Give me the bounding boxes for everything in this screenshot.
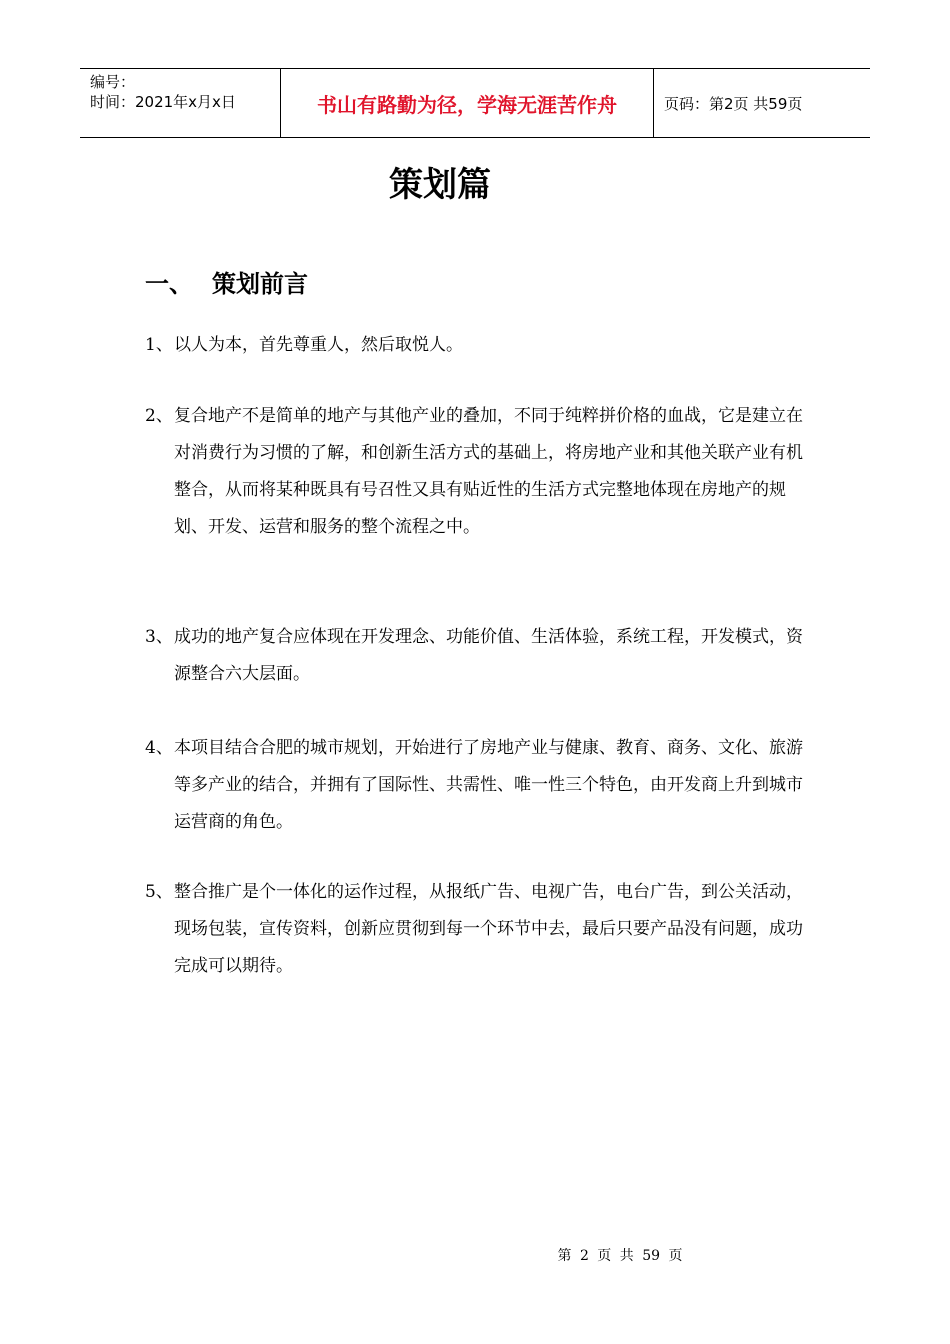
page-header	[80, 68, 870, 138]
list-item	[145, 619, 815, 693]
page-footer: 第 2 页 共 59 页	[557, 1248, 683, 1264]
list-item-text: 以人为本，首先尊重人，然后取悦人。	[174, 335, 463, 355]
list-item-number: 5、	[145, 882, 173, 902]
header-meta	[80, 69, 281, 137]
list-item-text: 复合地产不是简单的地产与其他产业的叠加，不同于纯粹拼价格的血战，它是建立在对消费行为习惯的了解，和创新生活方式的基础上，将房地产业和其他关联产业有机整合，从而将某种既具有号召性又具有贴近性的生活方式完整地体现在房地产的规划、开发、运营和服务的整个流程之中。	[174, 406, 803, 537]
list-item	[145, 398, 815, 546]
list-item-text: 整合推广是个一体化的运作过程，从报纸广告、电视广告，电台广告，到公关活动，现场包装，宣传资料，创新应贯彻到每一个环节中去，最后只要产品没有问题，成功完成可以期待。	[174, 882, 803, 976]
list-item-number: 2、	[145, 406, 173, 426]
list-item-number: 1、	[145, 335, 173, 355]
header-code-label: 编号：	[90, 73, 136, 91]
section-number: 一、	[145, 270, 193, 298]
list-item-text: 成功的地产复合应体现在开发理念、功能价值、生活体验，系统工程，开发模式，资源整合六大层面。	[174, 627, 803, 684]
list-item	[145, 327, 815, 364]
section-title: 策划前言	[212, 270, 308, 298]
list-item-number: 4、	[145, 738, 173, 758]
list-item-text: 本项目结合合肥的城市规划，开始进行了房地产业与健康、教育、商务、文化、旅游等多产业的结合，并拥有了国际性、共需性、唯一性三个特色，由开发商上升到城市运营商的角色。	[174, 738, 803, 832]
header-date-label: 时间：2021年x月x日	[90, 93, 236, 111]
header-page-info: 页码：第2页 共59页	[664, 94, 803, 113]
list-item	[145, 874, 815, 985]
document-title: 策划篇	[389, 165, 491, 205]
header-motto: 书山有路勤为径，学海无涯苦作舟	[281, 69, 654, 137]
list-item-number: 3、	[145, 627, 173, 647]
section-heading	[145, 264, 308, 304]
list-item	[145, 730, 815, 841]
